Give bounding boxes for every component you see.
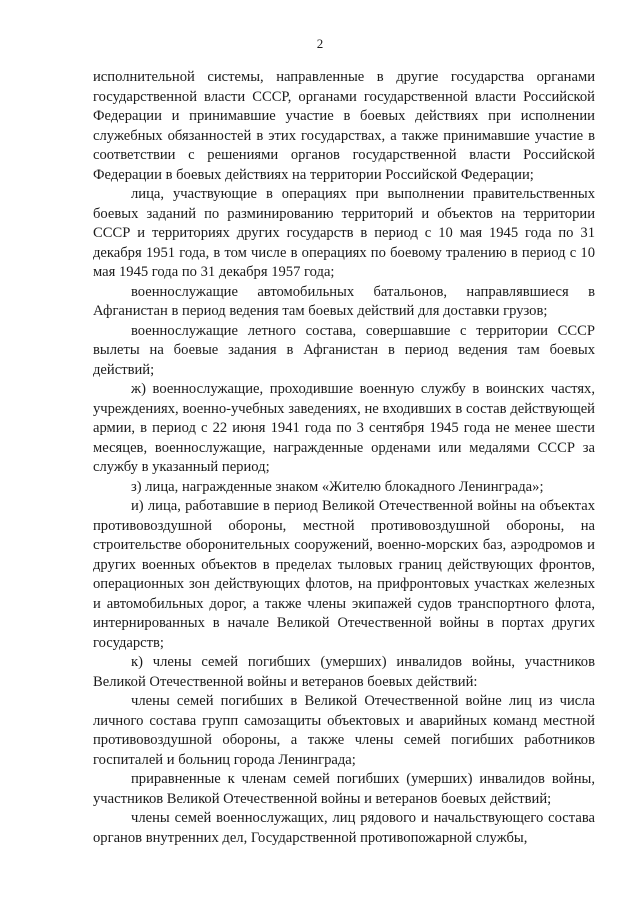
paragraph: приравненные к членам семей погибших (умерших) инвалидов войны, участников Великой Отечественной войны и ветеранов боевых действий;: [93, 771, 595, 807]
paragraph: ж) военнослужащие, проходившие военную службу в воинских частях, учреждениях, военно-учебных заведениях, не входивших в состав действующей армии, в период с 22 июня 1941 года по 3 сентября 1945 года не менее шести месяцев, военнослужащие, награжденные орденами или медалями СССР за службу в указанный период;: [93, 381, 595, 475]
paragraph: военнослужащие летного состава, совершавшие с территории СССР вылеты на боевые задания в Афганистан в период ведения там боевых действий;: [93, 322, 595, 378]
paragraph: и) лица, работавшие в период Великой Отечественной войны на объектах противовоздушной обороны, местной противовоздушной обороны, на строительстве оборонительных сооружений, военно-морских баз, аэродромов и других военных объектов в пределах тыловых границ действующих фронтов, операционных зон действующих флотов, на прифронтовых участках железных и автомобильных дорог, а также члены экипажей судов транспортного флота, интернированных в начале Великой Отечественной войны в портах других государств;: [93, 498, 595, 651]
paragraph: исполнительной системы, направленные в другие государства органами государственной власти СССР, органами государственной власти Российской Федерации и принимавшие участие в боевых действиях при исполнении служебных обязанностей в этих государствах, а также принимавшие участие в соответствии с решениями органов государственной власти Российской Федерации в боевых действиях на территории Российской Федерации;: [93, 69, 595, 183]
paragraph: члены семей военнослужащих, лиц рядового и начальствующего состава органов внутренних дел, Государственной противопожарной службы,: [93, 810, 595, 846]
document-body: [93, 68, 595, 848]
paragraph: з) лица, награжденные знаком «Жителю блокадного Ленинграда»;: [131, 478, 544, 495]
paragraph: лица, участвующие в операциях при выполнении правительственных боевых заданий по разминированию территорий и объектов на территории СССР и территориях других государств в период с 10 мая 1945 года по 31 декабря 1951 года, в том числе в операциях по боевому тралению в период с 10 мая 1945 года по 31 декабря 1957 года;: [93, 186, 595, 280]
paragraph: к) члены семей погибших (умерших) инвалидов войны, участников Великой Отечественной войны и ветеранов боевых действий:: [93, 654, 595, 690]
paragraph: члены семей погибших в Великой Отечественной войне лиц из числа личного состава групп самозащиты объектовых и аварийных команд местной противовоздушной обороны, а также члены семей погибших работников госпиталей и больниц города Ленинграда;: [93, 693, 595, 768]
paragraph: военнослужащие автомобильных батальонов, направлявшиеся в Афганистан в период ведения там боевых действий для доставки грузов;: [93, 283, 595, 319]
page-number: 2: [316, 36, 324, 51]
